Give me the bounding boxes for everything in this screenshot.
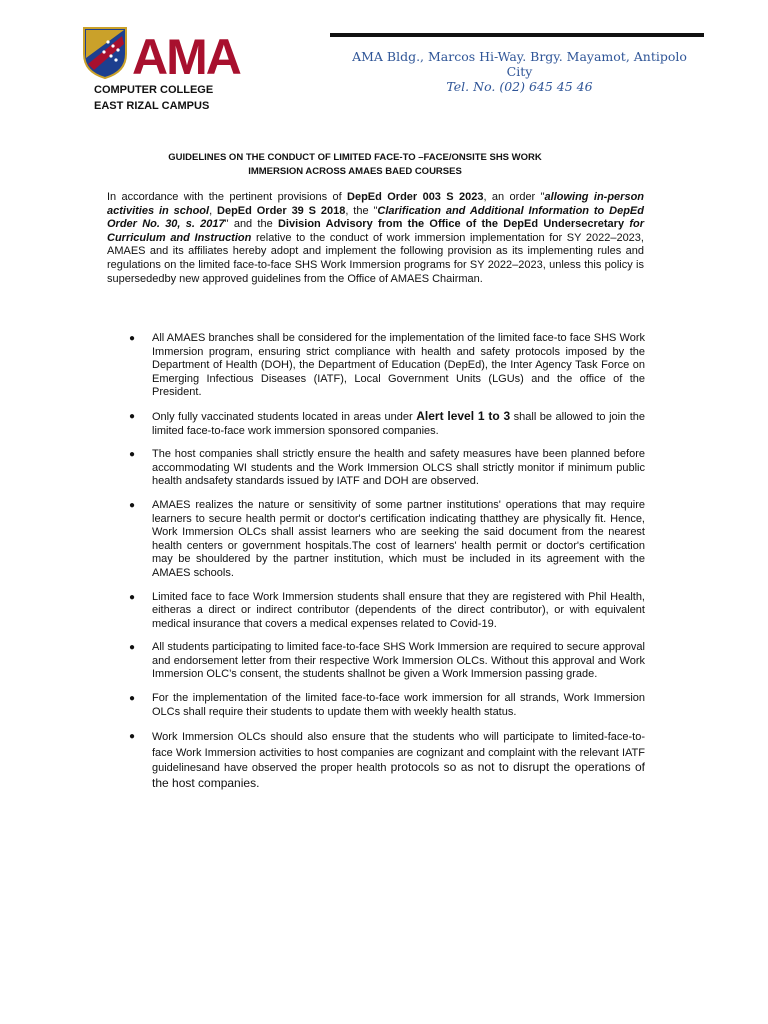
bullet-icon: ● xyxy=(129,499,136,511)
intro-text-3: , xyxy=(209,204,218,217)
campus-name xyxy=(94,82,213,114)
intro-paragraph xyxy=(107,191,644,286)
bullet-icon: ● xyxy=(129,693,136,705)
list-item xyxy=(125,729,645,791)
list-item-text-large: protocols so as not to disrupt the operations of the host companies. xyxy=(152,760,645,791)
list-item xyxy=(125,641,645,682)
list-item-text: The host companies shall strictly ensure the health and safety measures have been planned before accommodating WI students and the Work Immersion OLCS shall strictly monitor if minimum public health andsafety standards issued by IATF and DOH are observed. xyxy=(152,448,645,488)
list-item-text: AMAES realizes the nature or sensitivity of some partner institutions' operations that may require learners to secure health permit or doctor's certification indicating thatthey are physically fit. Hence, Work Immersion OLCs shall assist learners who are seeking the said document from the nearest health centers or government hospitals.The cost of learners' health permit or doctor's certification may be shouldered by the partner institution, which must be included in its agreement with the AMAES schools. xyxy=(152,498,645,579)
bullet-icon: ● xyxy=(129,591,136,603)
list-item-text: Only fully vaccinated students located in areas under xyxy=(152,410,417,423)
list-item xyxy=(125,591,645,632)
address-line: AMA Bldg., Marcos Hi-Way. Brgy. Mayamot, Antipolo City xyxy=(352,49,687,79)
college-line-1: COMPUTER COLLEGE xyxy=(94,84,214,96)
address-block xyxy=(347,49,692,94)
list-item-text: For the implementation of the limited face-to-face work immersion for all strands, Work Immersion OLCs shall require their students to update them with weekly health status. xyxy=(152,692,645,718)
curriculum-phrase: for Curriculum and Instruction xyxy=(107,218,644,244)
bullet-icon: ● xyxy=(129,642,136,654)
alert-level-text: Alert level 1 to 3 xyxy=(416,408,511,423)
ama-wordmark: AMA xyxy=(132,29,240,80)
intro-text-2: , an order " xyxy=(483,191,545,203)
guidelines-list xyxy=(125,332,645,801)
list-item-text: shall be allowed to join the limited face-to-face work immersion sponsored companies. xyxy=(152,410,646,437)
list-item xyxy=(125,448,645,489)
bullet-icon: ● xyxy=(129,731,136,743)
list-item xyxy=(125,692,645,719)
clarification-phrase: Clarification and Additional Information to DepEd Order No. 30, s. 2017 xyxy=(107,204,644,231)
bullet-icon: ● xyxy=(129,449,136,461)
list-item-text: Work Immersion OLCs should also ensure that the students who will participate to limited-face-to-face Work Immersion activities to host companies are cognizant and complaint with the relevant IATF guidelinesand have observed the proper health xyxy=(152,731,645,775)
ama-logo xyxy=(82,24,272,80)
list-item xyxy=(125,499,645,581)
division-advisory-phrase: Division Advisory from the Office of the DepEd Undersecretary xyxy=(277,218,630,231)
document-title xyxy=(120,151,590,179)
college-line-2: EAST RIZAL CAMPUS xyxy=(94,100,210,112)
shield-emblem-icon xyxy=(84,28,126,78)
list-item xyxy=(125,332,645,400)
list-item xyxy=(125,410,645,438)
bullet-icon: ● xyxy=(129,333,136,344)
intro-text-4: , the " xyxy=(345,204,378,217)
title-line-2: IMMERSION ACROSS AMAES BAED COURSES xyxy=(248,166,462,177)
list-item-text: Limited face to face Work Immersion students shall ensure that they are registered with Phil Health, eitheras a direct or indirect contributor (dependents of the direct contributor), or with equivalent medical insurance that covers a medical expenses related to Covid-19. xyxy=(152,590,645,630)
deped-order-003: DepEd Order 003 S 2023 xyxy=(347,191,484,203)
telephone-line: Tel. No. (02) 645 45 46 xyxy=(446,79,593,94)
title-line-1: GUIDELINES ON THE CONDUCT OF LIMITED FACE-TO –FACE/ONSITE SHS WORK xyxy=(168,152,542,163)
allowing-in-person-phrase: allowing in-person activities in school xyxy=(107,191,645,217)
header-rule xyxy=(330,33,704,37)
deped-order-39: DepEd Order 39 S 2018 xyxy=(217,204,346,217)
list-item-text: All students participating to limited face-to-face SHS Work Immersion are required to secure approval and endorsement letter from their respective Work Immersion OLCs. Without this approval and Work Immersion OLC’s consent, the students shallnot be given a Work Immersion passing grade. xyxy=(152,641,645,681)
intro-text-1: In accordance with the pertinent provisions of xyxy=(107,191,348,203)
bullet-icon: ● xyxy=(129,410,136,422)
intro-text-6: relative to the conduct of work immersion implementation for SY 2022–2023, AMAES and its affiliates hereby adopt and implement the following provision as its implementing rules and regulations on the limited face-to-face SHS Work Immersion programs for SY 2022–2023, unless this policy is supersededby new approved guidelines from the Office of AMAES Chairman. xyxy=(107,231,644,285)
intro-text-5: " and the xyxy=(224,218,278,231)
list-item-text: All AMAES branches shall be considered for the implementation of the limited face-to face SHS Work Immersion program, ensuring strict compliance with health and safety protocols imposed by the Department of Health (DOH), the Department of Education (DepEd), the Inter Agency Task Force on Emerging Infectious Diseases (IATF), Local Government Units (LGUs) and the office of the President. xyxy=(152,332,645,399)
